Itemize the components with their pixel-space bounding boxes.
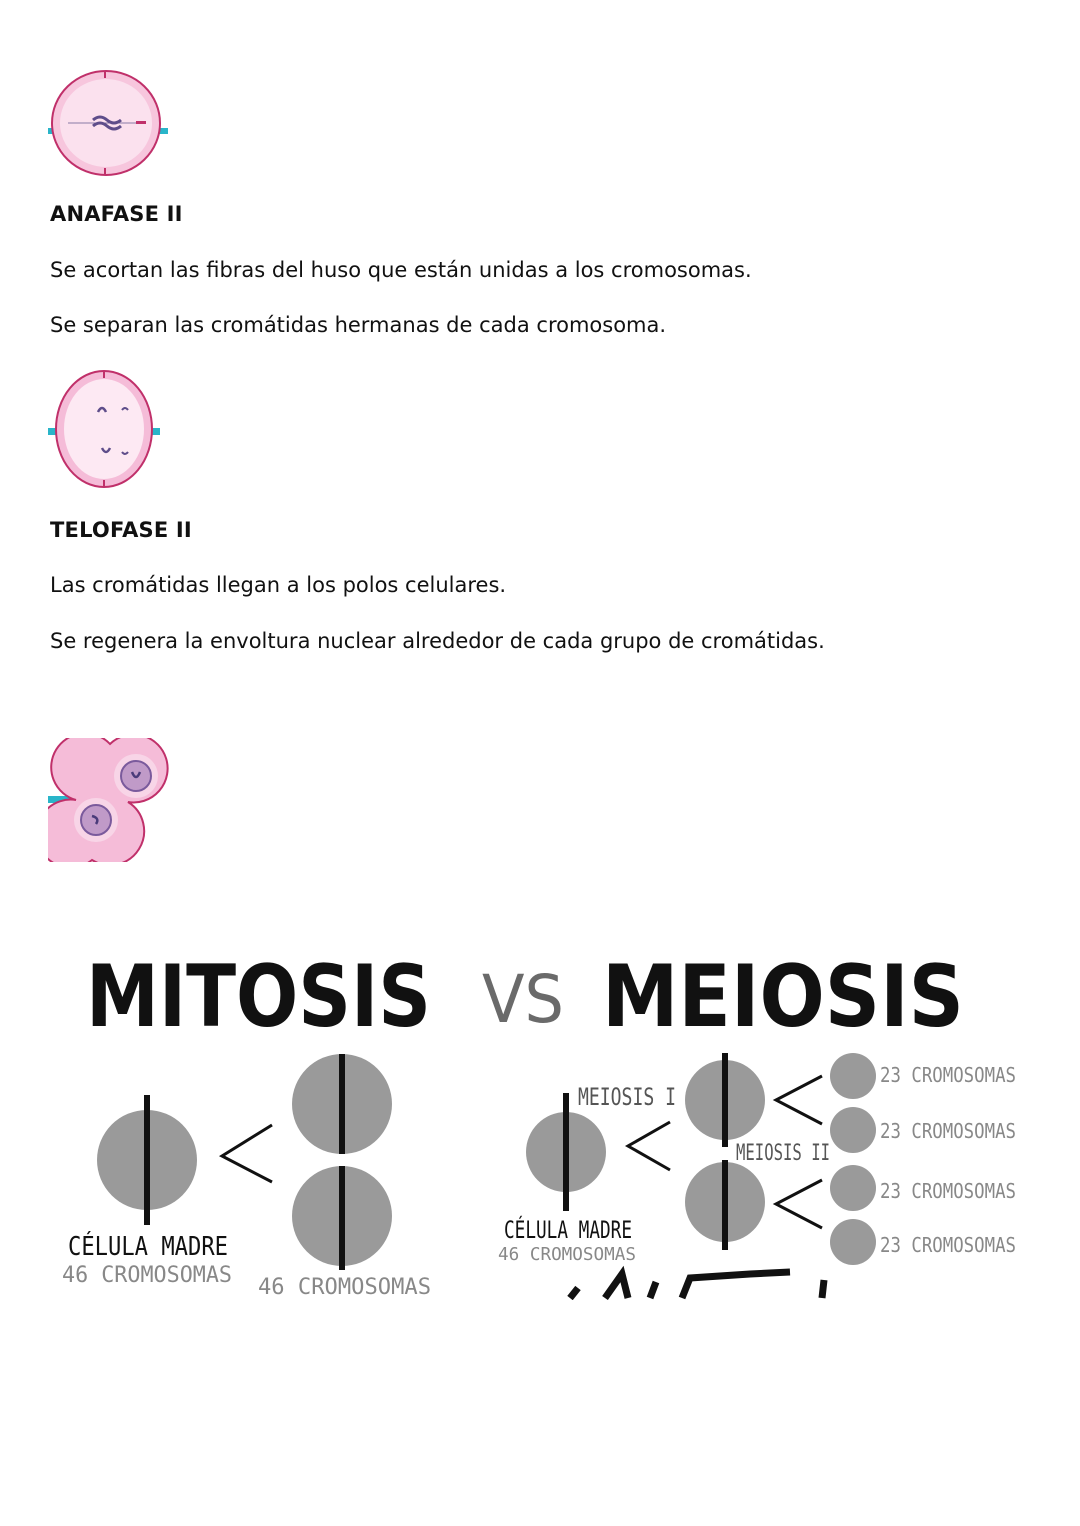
mitosis-mother-count: 46 CROMOSOMAS — [62, 1263, 232, 1288]
telophase-ii-cell-illustration — [48, 738, 172, 862]
meiosis-output-count: 23 CROMOSOMAS — [880, 1179, 1016, 1203]
section-heading-telofase-ii: TELOFASE II — [50, 518, 192, 542]
meiosis-mother-count: 46 CROMOSOMAS — [498, 1244, 636, 1265]
meiosis-output-count: 23 CROMOSOMAS — [880, 1119, 1016, 1143]
paragraph: Se separan las cromátidas hermanas de cada cromosoma. — [50, 313, 667, 337]
meiosis-mother-label: CÉLULA MADRE — [504, 1216, 678, 1244]
meiosis-stage-1-label: MEIOSIS I — [578, 1083, 676, 1111]
diagram-title-mitosis: MITOSIS — [86, 947, 431, 1047]
diagram-title-vs: VS — [482, 961, 564, 1038]
paragraph: Las cromátidas llegan a los polos celulares. — [50, 573, 507, 597]
metaphase-ii-cell-illustration — [48, 68, 168, 180]
meiosis-output-count: 23 CROMOSOMAS — [880, 1063, 1016, 1087]
cropped-lettering-fragment — [570, 1272, 824, 1298]
meiosis-stage-2-label: MEIOSIS II — [736, 1141, 830, 1166]
diagram-title-meiosis: MEIOSIS — [602, 947, 964, 1047]
paragraph: Se acortan las fibras del huso que están unidas a los cromosomas. — [50, 258, 752, 282]
mitosis-daughters-count: 46 CROMOSOMAS — [258, 1275, 431, 1300]
paragraph: Se regenera la envoltura nuclear alrededor de cada grupo de cromátidas. — [50, 629, 825, 653]
meiosis-output-cell — [830, 1219, 876, 1265]
anaphase-ii-cell-illustration — [48, 368, 160, 492]
meiosis-output-cell — [830, 1107, 876, 1153]
mitosis-mother-label: CÉLULA MADRE — [68, 1232, 256, 1262]
meiosis-output-cell — [830, 1165, 876, 1211]
meiosis-output-count: 23 CROMOSOMAS — [880, 1233, 1016, 1257]
section-heading-anafase-ii: ANAFASE II — [50, 202, 183, 226]
mitosis-vs-meiosis-diagram — [50, 930, 1030, 1300]
meiosis-output-cell — [830, 1053, 876, 1099]
